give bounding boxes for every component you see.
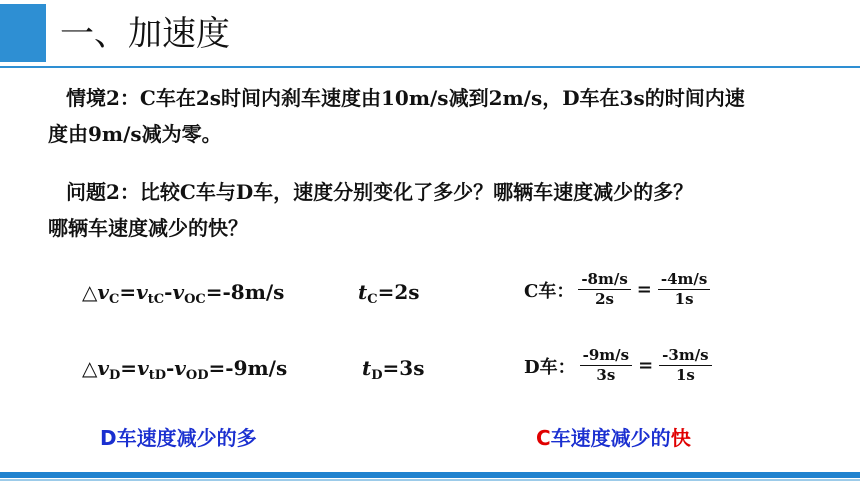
bottom-rule	[0, 472, 860, 478]
question-line-2: 哪辆车速度减少的快？	[48, 216, 248, 240]
question-paragraph	[48, 174, 828, 246]
conclusion-d-more: D车速度减少的多	[100, 426, 257, 450]
scenario-line-2: 度由9m/s减为零。	[48, 122, 222, 146]
rate-c-expression: C车： $\frac{-8m/s}{2s}$ = $\frac{-4m/s}{1s}$	[524, 270, 714, 309]
scenario-line-1: 情境2：C车在2s时间内刹车速度由10m/s减到2m/s，D车在3s的时间内速	[66, 86, 745, 110]
title-bar	[0, 0, 860, 68]
rate-d-expression: D车： $\frac{-9m/s}{3s}$ = $\frac{-3m/s}{1s}$	[524, 346, 716, 385]
rate-d-fraction-1: $\frac{-9m/s}{3s}$	[580, 346, 632, 385]
delta-v-d-equation: $\triangle v_D=v_{tD}-v_{OD}=-9m/s$	[82, 356, 288, 383]
time-c-equation: $t_C=2s$	[358, 280, 420, 307]
rate-d-fraction-2: $\frac{-3m/s}{1s}$	[659, 346, 711, 385]
delta-v-c-equation: $\triangle v_C=v_{tC}-v_{OC}=-8m/s$	[82, 280, 285, 307]
slide-title: 一、加速度	[60, 14, 230, 54]
scenario-paragraph	[48, 80, 828, 152]
conclusion-c-faster: C车速度减少的快	[536, 426, 691, 450]
title-accent-block	[0, 4, 46, 62]
bottom-rule-thin	[0, 479, 860, 481]
rate-c-fraction-1: $\frac{-8m/s}{2s}$	[578, 270, 630, 309]
time-d-equation: $t_D=3s$	[362, 356, 425, 383]
question-line-1: 问题2：比较C车与D车，速度分别变化了多少？哪辆车速度减少的多？	[66, 180, 694, 204]
rate-c-fraction-2: $\frac{-4m/s}{1s}$	[658, 270, 710, 309]
